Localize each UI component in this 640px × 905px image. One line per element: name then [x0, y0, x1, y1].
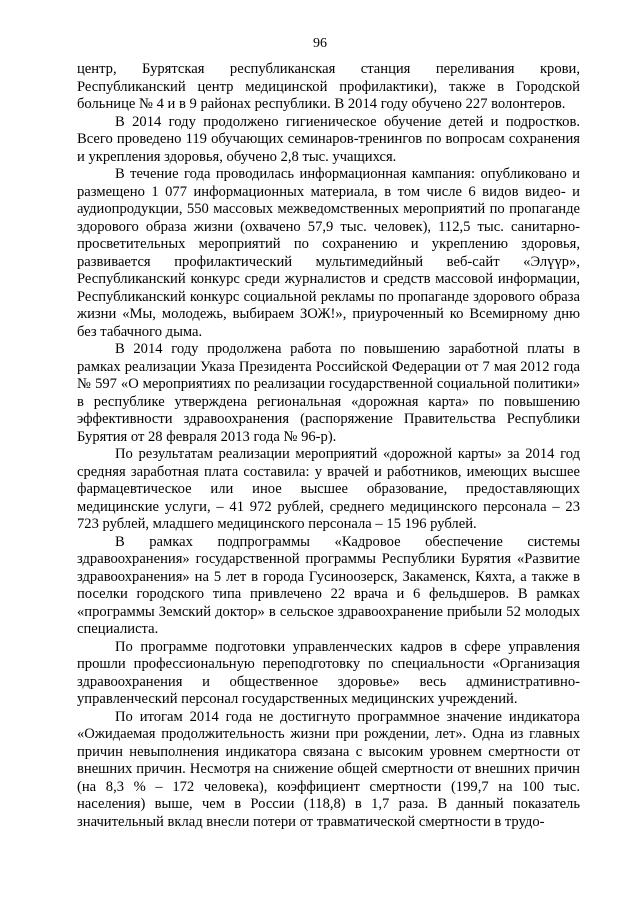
- paragraph-information-campaign: В течение года проводилась информационная кампания: опубликовано и размещено 1 077 информационных материала, в том числе 6 видов видео- и аудиопродукции, 550 массовых межведомственных мероприятий по пропаганде здорового образа жизни (охвачено 57,9 тыс. человек), 112,5 тыс. санитарно-просветительных мероприятий по сохранению и укреплению здоровья, развивается профилактический мультимедийный веб-сайт «Элүүр», Республиканский конкурс среди журналистов и средств массовой информации, Республиканский конкурс социальной рекламы по пропаганде здорового образа жизни «Мы, молодежь, выбираем ЗОЖ!», приуроченный ко Всемирному дню без табачного дыма.: [77, 166, 580, 340]
- page-number: 96: [313, 36, 327, 51]
- paragraph-management-training: По программе подготовки управленческих кадров в сфере управления прошли профессиональную переподготовку по специальности «Организация здравоохранения и общественное здоровье» весь административно-управленческий персонал государственных медицинских учреждений.: [77, 638, 580, 707]
- paragraph-roadmap-results: По результатам реализации мероприятий «дорожной карты» за 2014 год средняя заработная плата составила: у врачей и работников, имеющих высшее фармацевтическое или иное высшее образование, предоставляющих медицинские услуги, – 41 972 рублей, среднего медицинского персонала – 23 723 рублей, младшего медицинского персонала – 15 196 рублей.: [77, 446, 580, 532]
- paragraph-volunteers: центр, Бурятская республиканская станция переливания крови, Республиканский центр медицинской профилактики), также в Городской больнице № 4 и в 9 районах республики. В 2014 году обучено 227 волонтеров.: [77, 61, 580, 112]
- paragraph-life-expectancy: По итогам 2014 года не достигнуто программное значение индикатора «Ожидаемая продолжительность жизни при рождении, лет». Одна из главных причин невыполнения индикатора связана с высоким уровнем смертности от внешних причин. Несмотря на снижение общей смертности от внешних причин (на 8,3 % – 172 человека), коэффициент смертности (199,7 на 100 тыс. населения) выше, чем в России (118,8) в 1,7 раза. В данный показатель значительный вклад внесли потери от травматической смертности в трудо-: [77, 708, 580, 830]
- paragraph-salary-increase: В 2014 году продолжена работа по повышению заработной платы в рамках реализации Указа Президента Российской Федерации от 7 мая 2012 года № 597 «О мероприятиях по реализации государственной социальной политики» в республике утверждена региональная «дорожная карта» по повышению эффективности здравоохранения (распоряжение Правительства Республики Бурятия от 28 февраля 2013 года № 96-р).: [77, 341, 580, 445]
- body-text: [77, 61, 580, 831]
- paragraph-hygiene-training: В 2014 году продолжено гигиеническое обучение детей и подростков. Всего проведено 119 обучающих семинаров-тренингов по вопросам сохранения и укрепления здоровья, обучено 2,8 тыс. учащихся.: [77, 113, 580, 165]
- paragraph-staffing-subprogram: В рамках подпрограммы «Кадровое обеспечение системы здравоохранения» государственной программы Республики Бурятия «Развитие здравоохранения» на 5 лет в города Гусиноозерск, Закаменск, Кяхта, а также в поселки городского типа привлечено 22 врача и 6 фельдшеров. В рамках «программы Земский доктор» в сельское здравоохранение прибыли 52 молодых специалиста.: [77, 533, 580, 637]
